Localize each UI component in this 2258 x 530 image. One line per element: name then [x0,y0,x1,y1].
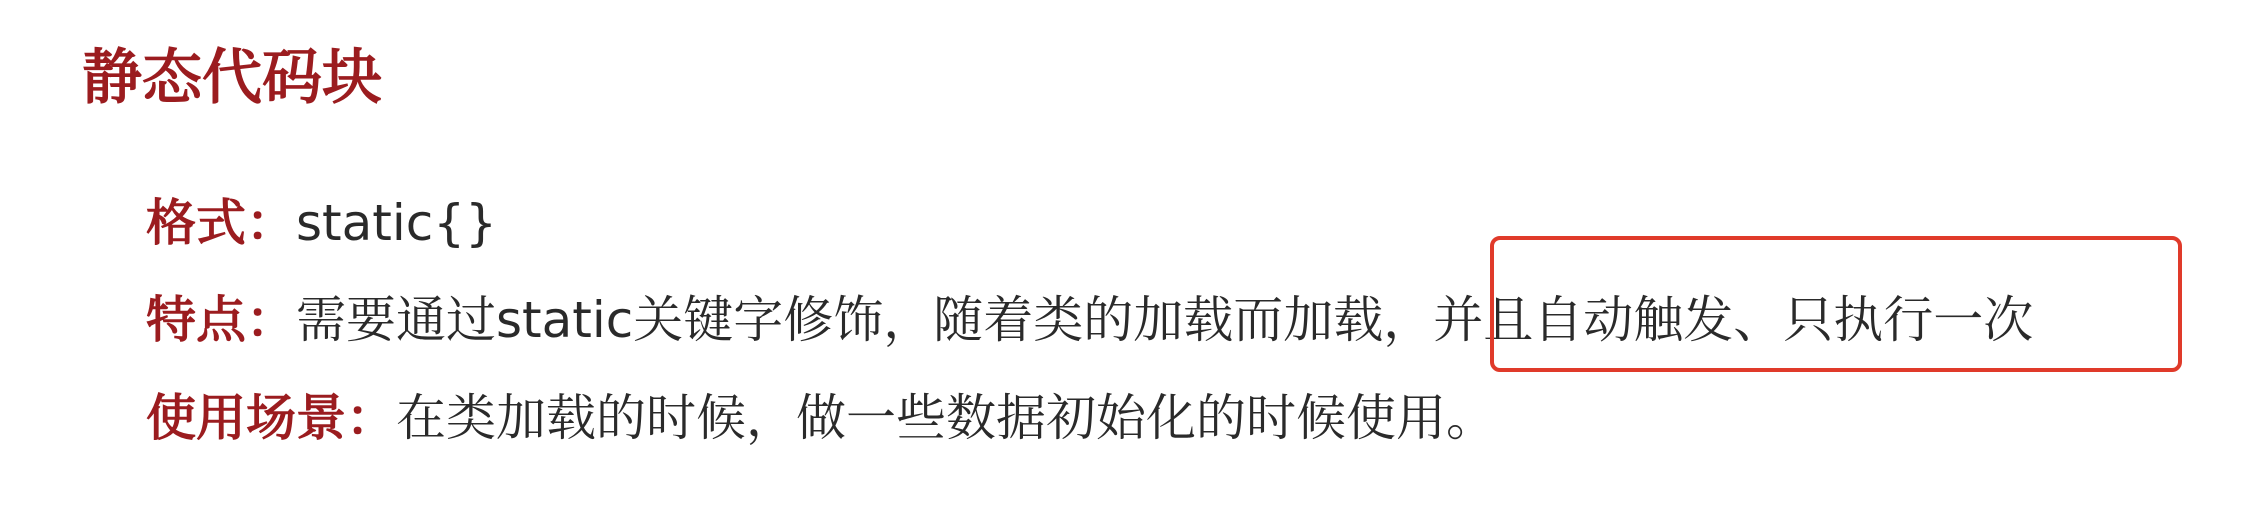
format-value: static{} [296,194,497,252]
usage-label: 使用场景： [146,389,396,447]
format-row [146,188,497,258]
section-title: 静态代码块 [82,43,382,113]
usage-row [146,383,1496,453]
features-highlighted-value: 并且自动触发、只执行一次 [1433,291,2034,349]
features-value: 需要通过static关键字修饰，随着类的加载而加载， [296,291,1434,349]
usage-value: 在类加载的时候，做一些数据初始化的时候使用。 [396,389,1496,447]
highlight-annotation-box [1490,236,2182,372]
features-label: 特点： [146,291,296,349]
format-label: 格式： [146,194,296,252]
